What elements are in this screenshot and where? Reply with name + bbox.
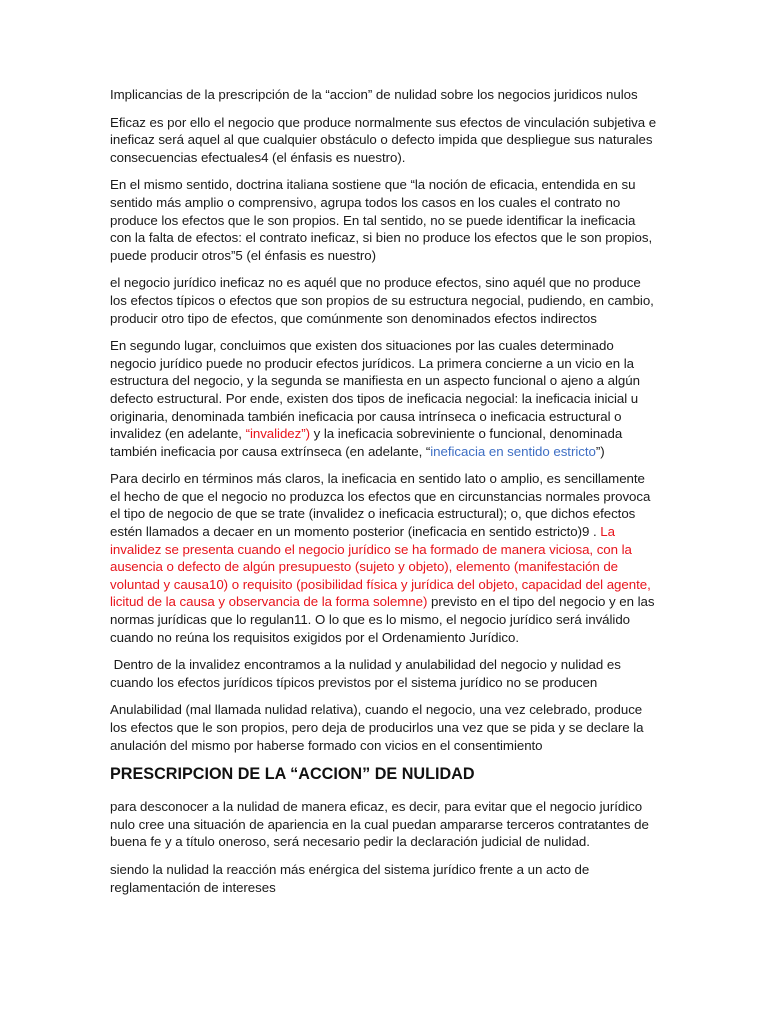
text-run: En el mismo sentido, doctrina italiana sostiene que “la noción de eficacia, entendida en su sentido más amplio o comprensivo, agrupa todos los casos en los cuales el contrato no produce los efectos que le son propios. En tal sentido, no se puede identificar la ineficacia con la falta de efectos: el contrato ineficaz, si bien no produce los efectos que le son propios, puede producir otros”5 (el énfasis es nuestro)	[110, 177, 653, 263]
text-run: para desconocer a la nulidad de manera eficaz, es decir, para evitar que el negocio jurídico nulo cree una situación de apariencia en la cual puedan ampararse terceros contratantes de buena fe y a título oneroso, será necesario pedir la declaración judicial de nulidad.	[110, 799, 649, 850]
heading-text: PRESCRIPCION DE LA “ACCION” DE NULIDAD	[110, 765, 475, 784]
paragraph-negocio-ineficaz	[110, 274, 658, 327]
text-run: ”)	[595, 443, 605, 459]
paragraph-nulidad-anulabilidad	[110, 656, 658, 691]
paragraph-terminos-claros	[110, 470, 658, 646]
text-run: y la ineficacia sobreviniente o funcional, denominada también ineficacia por causa extrínseca (en adelante, “	[110, 426, 623, 459]
text-run: previsto en el tipo del negocio y en las normas jurídicas que lo regulan11. O lo que es lo mismo, el negocio jurídico será inválido cuando no reúna los requisitos exigidos por el Ordenamiento Jurídico.	[110, 594, 655, 645]
paragraph-reaccion-energica	[110, 861, 658, 896]
paragraph-desconocer-nulidad	[110, 798, 658, 851]
highlight-ineficacia-estricto: ineficacia en sentido estricto	[430, 443, 596, 459]
highlight-invalidez: “invalidez”)	[245, 426, 310, 442]
text-run: siendo la nulidad la reacción más enérgica del sistema jurídico frente a un acto de reglamentación de intereses	[110, 861, 590, 895]
text-run: Para decirlo en términos más claros, la ineficacia en sentido lato o amplio, es sencillamente el hecho de que el negocio no produzca los efectos que en circunstancias normales provoca el tipo de negocio de que se trate (invalidez o ineficacia estructural); o, que dichos efectos estén llamados a decaer en un momento posterior (ineficacia en sentido estricto)9 .	[110, 471, 651, 540]
text-run: Anulabilidad (mal llamada nulidad relativa), cuando el negocio, una vez celebrado, produce los efectos que le son propios, pero deja de producirlos una vez que se pida y se declare la anulación del mismo por haberse formado con vicios en el consentimiento	[110, 702, 644, 753]
text-run: En segundo lugar, concluimos que existen dos situaciones por las cuales determinado negocio jurídico puede no producir efectos jurídicos. La primera concierne a un vicio en la estructura del negocio, y la segunda se manifiesta en un aspecto funcional o ajeno a algún defecto estructural. Por ende, existen dos tipos de ineficacia negocial: la ineficacia inicial u originaria, denominada también ineficacia por causa intrínseca o ineficacia estructural o invalidez (en adelante,	[110, 338, 640, 442]
text-run: Implicancias de la prescripción de la “accion” de nulidad sobre los negocios juridicos nulos	[110, 87, 638, 102]
section-heading	[110, 764, 658, 784]
paragraph-anulabilidad	[110, 701, 658, 754]
paragraph-eficaz	[110, 114, 658, 167]
text-run: Dentro de la invalidez encontramos a la nulidad y anulabilidad del negocio y nulidad es cuando los efectos jurídicos típicos previstos por el sistema jurídico no se producen	[110, 657, 625, 690]
paragraph-segundo-lugar	[110, 337, 658, 460]
text-run: Eficaz es por ello el negocio que produce normalmente sus efectos de vinculación subjetiva e ineficaz será aquel al que cualquier obstáculo o defecto impida que despliegue sus naturales consecuencias efectuales4 (el énfasis es nuestro).	[110, 114, 657, 165]
paragraph-doctrina-italiana	[110, 176, 658, 264]
intro-title-line	[110, 86, 658, 104]
highlight-invalidez-definicion: La invalidez se presenta cuando el negocio jurídico se ha formado de manera viciosa, con la ausencia o defecto de algún presupuesto (sujeto y objeto), elemento (manifestación de voluntad y causa10) o requisito (posibilidad física y jurídica del objeto, capacidad del agente, licitud de la causa y observancia de la forma solemne)	[110, 524, 651, 610]
text-run: el negocio jurídico ineficaz no es aquél que no produce efectos, sino aquél que no produce los efectos típicos o efectos que son propios de su estructura negocial, pudiendo, en cambio, producir otro tipo de efectos, que comúnmente son denominados efectos indirectos	[110, 275, 654, 326]
